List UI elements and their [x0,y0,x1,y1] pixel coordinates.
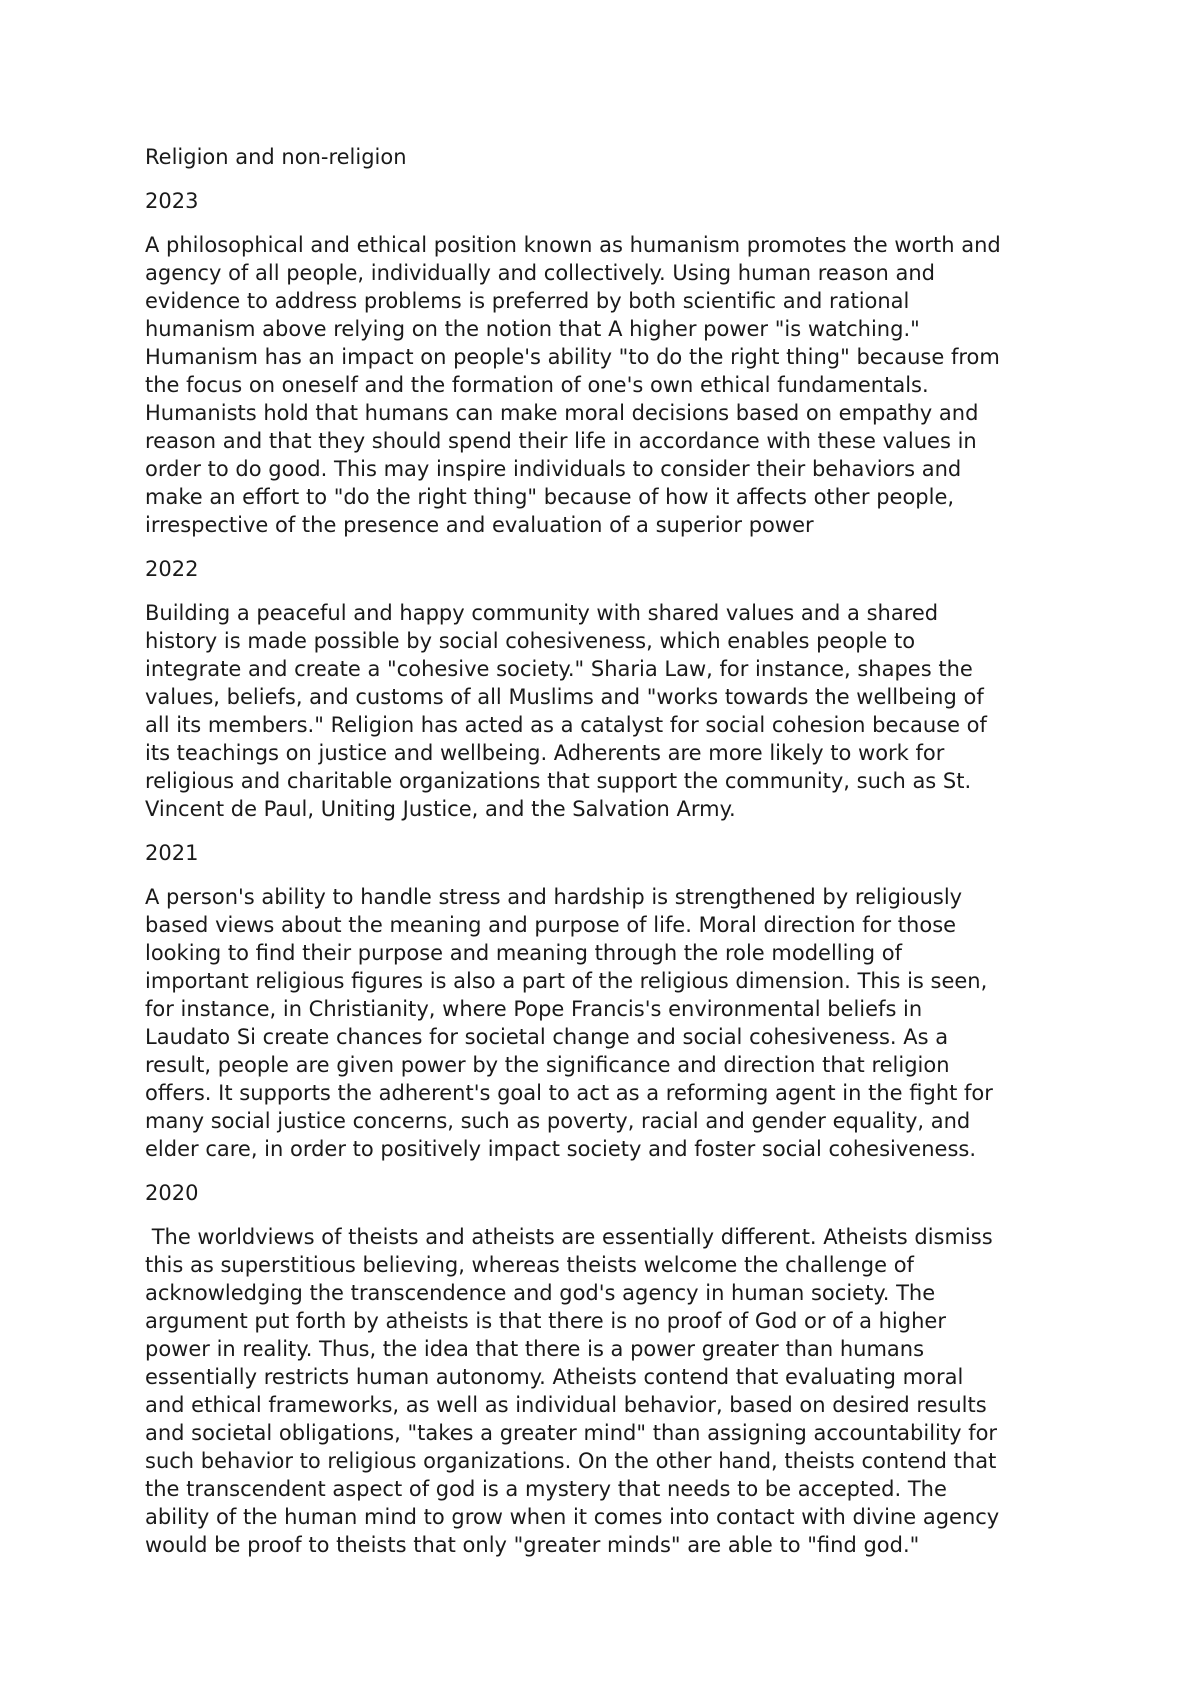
section-paragraph: A philosophical and ethical position known as humanism promotes the worth and agency of all people, individually and collectively. Using human reason and evidence to address problems is preferred by both scientific and rational humanism above relying on the notion that A higher power "is watching." Humanism has an impact on people's ability "to do the right thing" because from the focus on oneself and the formation of one's own ethical fundamentals. Humanists hold that humans can make moral decisions based on empathy and reason and that they should spend their life in accordance with these values in order to do good. This may inspire individuals to consider their behaviors and make an effort to "do the right thing" because of how it affects other people, irrespective of the presence and evaluation of a superior power [145,233,1001,537]
section-2023 [145,187,1070,539]
section-2021 [145,839,1070,1163]
section-2020 [145,1179,1070,1559]
section-2022 [145,555,1070,823]
section-year: 2020 [145,1181,199,1205]
section-year: 2022 [145,557,199,581]
section-year: 2021 [145,841,199,865]
document-title: Religion and non-religion [145,145,407,169]
section-paragraph: Building a peaceful and happy community with shared values and a shared history is made possible by social cohesiveness, which enables people to integrate and create a "cohesive society." Sharia Law, for instance, shapes the values, beliefs, and customs of all Muslims and "works towards the wellbeing of all its members." Religion has acted as a catalyst for social cohesion because of its teachings on justice and wellbeing. Adherents are more likely to work for religious and charitable organizations that support the community, such as St. Vincent de Paul, Uniting Justice, and the Salvation Army. [145,601,987,821]
section-paragraph: A person's ability to handle stress and hardship is strengthened by religiously based views about the meaning and purpose of life. Moral direction for those looking to find their purpose and meaning through the role modelling of important religious figures is also a part of the religious dimension. This is seen, for instance, in Christianity, where Pope Francis's environmental beliefs in Laudato Si create chances for societal change and social cohesiveness. As a result, people are given power by the significance and direction that religion offers. It supports the adherent's goal to act as a reforming agent in the fight for many social justice concerns, such as poverty, racial and gender equality, and elder care, in order to positively impact society and foster social cohesiveness. [145,885,993,1161]
document-page [145,143,1070,1575]
section-paragraph: The worldviews of theists and atheists are essentially different. Atheists dismiss this as superstitious believing, whereas theists welcome the challenge of acknowledging the transcendence and god's agency in human society. The argument put forth by atheists is that there is no proof of God or of a higher power in reality. Thus, the idea that there is a power greater than humans essentially restricts human autonomy. Atheists contend that evaluating moral and ethical frameworks, as well as individual behavior, based on desired results and societal obligations, "takes a greater mind" than assigning accountability for such behavior to religious organizations. On the other hand, theists contend that the transcendent aspect of god is a mystery that needs to be accepted. The ability of the human mind to grow when it comes into contact with divine agency would be proof to theists that only "greater minds" are able to "find god." [145,1225,1000,1557]
section-year: 2023 [145,189,199,213]
